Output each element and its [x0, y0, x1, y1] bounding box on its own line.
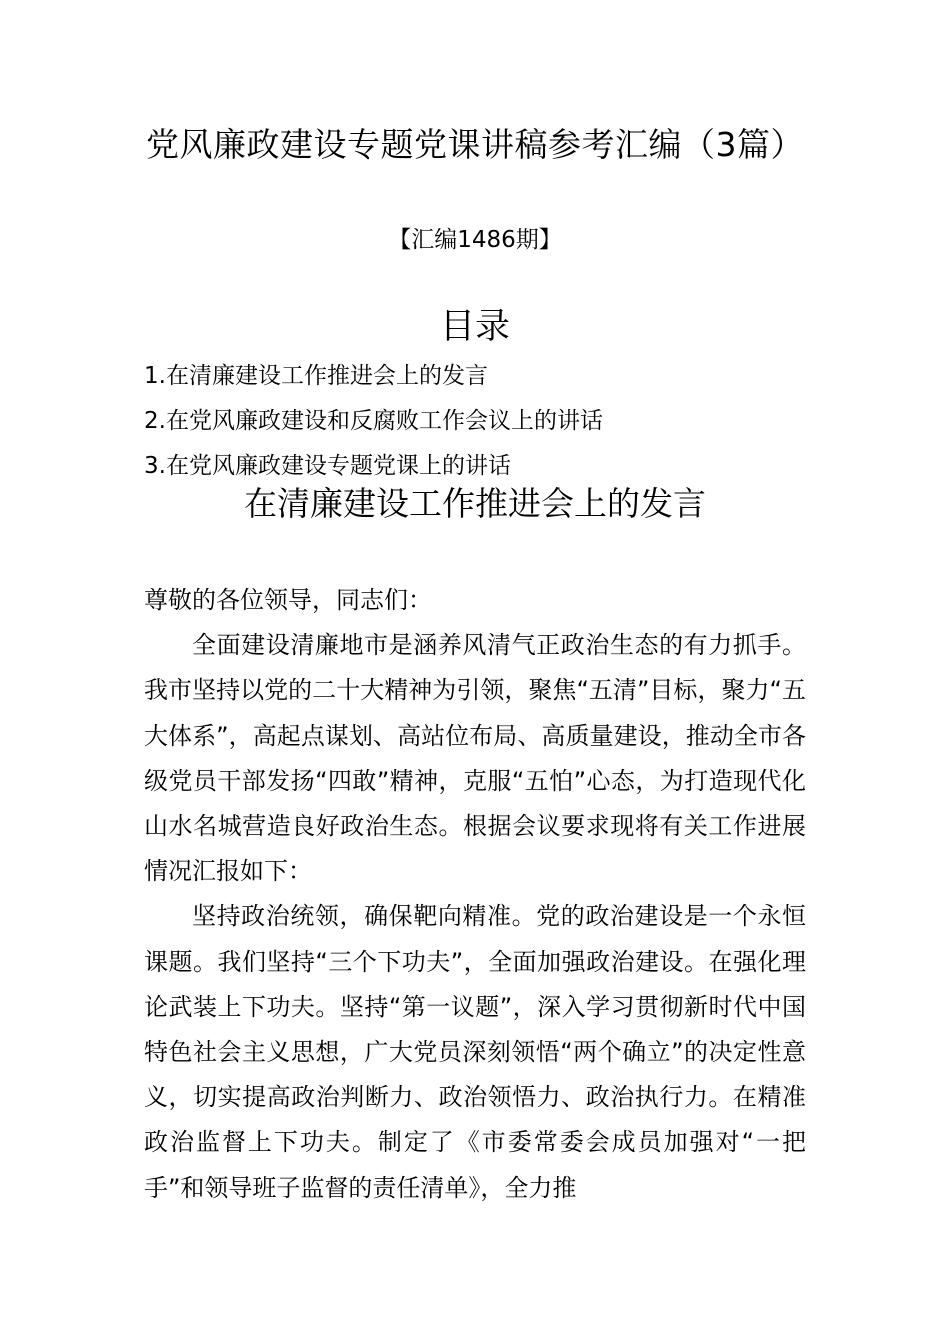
- toc-item: 2.在党风廉政建设和反腐败工作会议上的讲话: [144, 408, 603, 434]
- salutation: 尊敬的各位领导，同志们：: [144, 586, 432, 614]
- toc-heading: 目录: [439, 307, 510, 347]
- body-paragraph: 坚持政治统领，确保靶向精准。党的政治建设是一个永恒课题。我们坚持“三个下功夫”，全面加强政治建设。在强化理论武装上下功夫。坚持“第一议题”，深入学习贯彻新时代中国特色社会主义思想，广大党员深刻领悟“两个确立”的决定性意义，切实提高政治判断力、政治领悟力、政治执行力。在精准政治监督上下功夫。制定了《市委常委会成员加强对“一把手”和领导班子监督的责任清单》，全力推: [144, 902, 806, 1202]
- toc-item: 3.在党风廉政建设专题党课上的讲话: [144, 453, 511, 479]
- body-paragraph: 全面建设清廉地市是涵养风清气正政治生态的有力抓手。我市坚持以党的二十大精神为引领，聚焦“五清”目标，聚力“五大体系”，高起点谋划、高站位布局、高质量建设，推动全市各级党员干部发扬“四敢”精神，克服“五怕”心态，为打造现代化山水名城营造良好政治生态。根据会议要求现将有关工作进展情况汇报如下：: [144, 631, 806, 886]
- section-body: [144, 578, 806, 1211]
- issue-number: 【汇编1486期】: [388, 227, 562, 253]
- document-title: 党风廉政建设专题党课讲稿参考汇编（3篇）: [146, 125, 804, 164]
- toc-item: 1.在清廉建设工作推进会上的发言: [144, 363, 488, 389]
- section-title: 在清廉建设工作推进会上的发言: [244, 484, 706, 523]
- toc-list: [144, 354, 814, 489]
